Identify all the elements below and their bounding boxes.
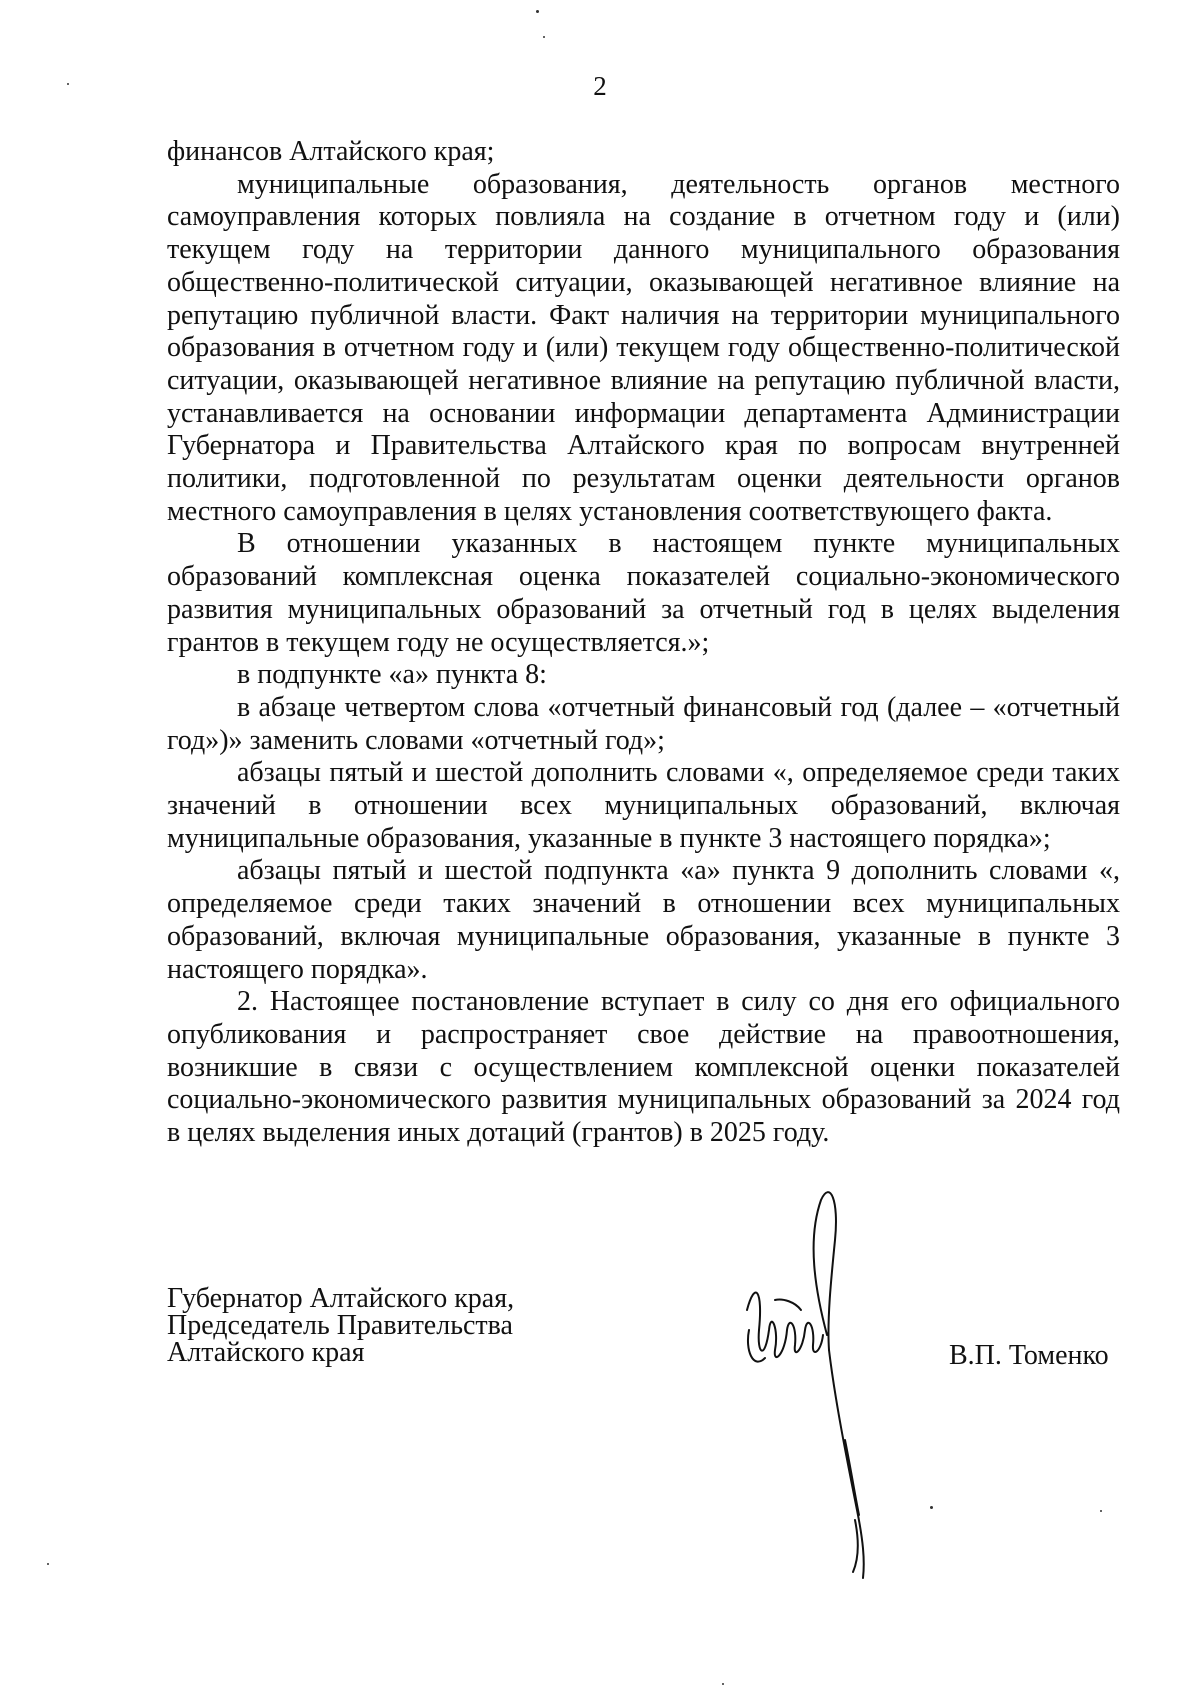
scan-speck xyxy=(1100,1510,1102,1512)
paragraph: в абзаце четвертом слова «отчетный финансовый год (далее – «отчетный год»)» заменить словами «отчетный год»; xyxy=(167,691,1120,756)
handwritten-signature xyxy=(735,1180,905,1580)
signatory-title-line: Алтайского края xyxy=(167,1337,365,1368)
signatory-title-line: Губернатор Алтайского края, xyxy=(167,1283,515,1314)
paragraph: 2. Настоящее постановление вступает в силу со дня его официального опубликования и распространяет свое действие на правоотношения, возникшие в связи с осуществлением комплексной оценки показателей социально-экономического развития муниципальных образований за 2024 год в целях выделения иных дотаций (грантов) в 2025 году. xyxy=(167,986,1120,1149)
scan-speck xyxy=(543,36,545,38)
scan-speck xyxy=(722,1683,724,1685)
paragraph: муниципальные образования, деятельность органов местного самоуправления которых повлияла на создание в отчетном году и (или) текущем году на территории данного муниципального образования общественно-политической ситуации, оказывающей негативное влияние на репутацию публичной власти. Факт наличия на территории муниципального образования в отчетном году и (или) текущем году общественно-политической ситуации, оказывающей негативное влияние на репутацию публичной власти, устанавливается на основании информации департамента Администрации Губернатора и Правительства Алтайского края по вопросам внутренней политики, подготовленной по результатам оценки деятельности органов местного самоуправления в целях установления соответствующего факта. xyxy=(167,168,1120,527)
paragraph: финансов Алтайского края; xyxy=(167,136,495,167)
paragraph: в подпункте «а» пункта 8: xyxy=(237,659,547,691)
page-number: 2 xyxy=(593,71,607,101)
scan-speck xyxy=(536,10,539,13)
scan-speck xyxy=(47,1563,49,1565)
scan-speck xyxy=(930,1506,933,1509)
document-body xyxy=(167,136,1120,1150)
signatory-name: В.П. Томенко xyxy=(949,1340,1109,1371)
paragraph: абзацы пятый и шестой подпункта «а» пункта 9 дополнить словами «, определяемое среди таких значений в отношении всех муниципальных образований, включая муниципальные образования, указанные в пункте 3 настоящего порядка». xyxy=(167,855,1120,985)
signatory-title xyxy=(167,1285,514,1366)
scan-speck xyxy=(67,83,69,85)
signatory-title-line: Председатель Правительства xyxy=(167,1310,513,1341)
paragraph: абзацы пятый и шестой дополнить словами «, определяемое среди таких значений в отношении всех муниципальных образований, включая муниципальные образования, указанные в пункте 3 настоящего порядка»; xyxy=(167,757,1120,854)
paragraph: В отношении указанных в настоящем пункте муниципальных образований комплексная оценка показателей социально-экономического развития муниципальных образований за отчетный год в целях выделения грантов в текущем году не осуществляется.»; xyxy=(167,528,1120,658)
